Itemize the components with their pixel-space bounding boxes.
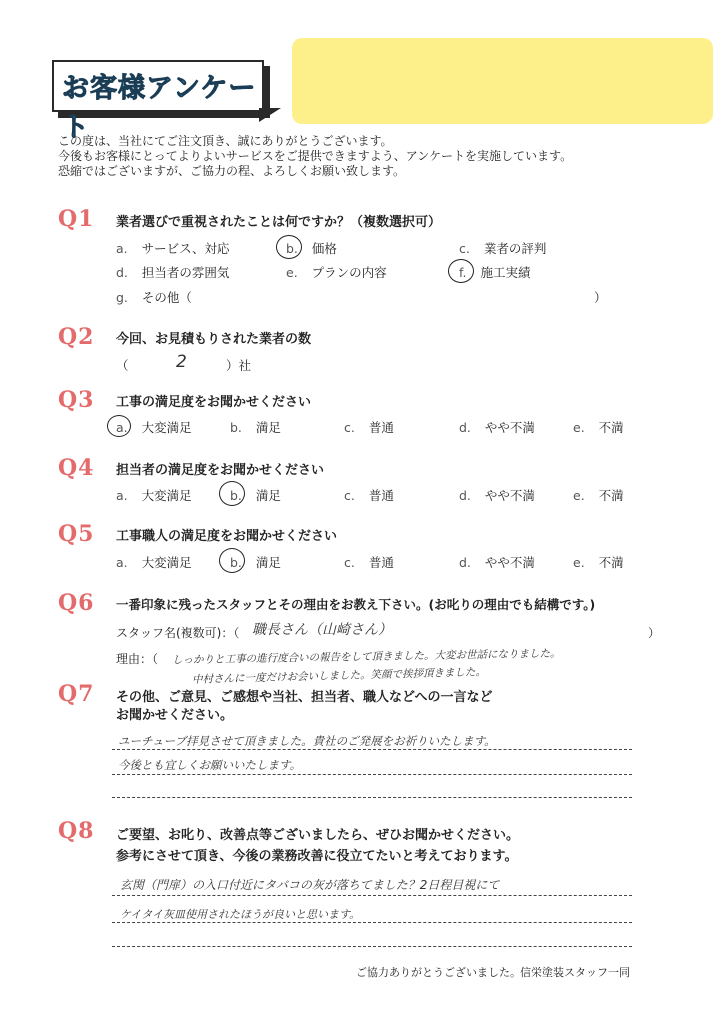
q2-open-paren: （ (116, 358, 129, 373)
q4-option-d[interactable]: d. やや不満 (459, 488, 535, 503)
answer-line (112, 922, 632, 923)
q1-option-a[interactable]: a. サービス、対応 (116, 241, 230, 256)
selection-circle (107, 415, 131, 437)
answer-line (112, 774, 632, 775)
q8-title-2: 参考にさせて頂き、今後の業務改善に役立てたいと考えております。 (116, 849, 518, 864)
q8-title-1: ご要望、お叱り、改善点等ございましたら、ぜひお聞かせください。 (116, 828, 520, 843)
q1-title: 業者選びで重視されたことは何ですか？（複数選択可） (116, 215, 442, 230)
q3-option-b[interactable]: b. 満足 (230, 420, 281, 435)
q2-close-label: ）社 (226, 358, 252, 373)
answer-line (112, 895, 632, 896)
q8-answer-2[interactable]: ケイタイ灰皿使用されたほうが良いと思います。 (120, 908, 361, 921)
q2-answer[interactable]: 2 (176, 352, 187, 372)
footer-thanks: ご協力ありがとうございました。 (356, 966, 521, 979)
intro-line: この度は、当社にてご注文頂き、誠にありがとうございます。 (58, 134, 393, 148)
q1-option-c[interactable]: c. 業者の評判 (459, 241, 547, 256)
q1-option-b[interactable]: b. 価格 (286, 241, 337, 256)
q3-number: Q3 (58, 387, 95, 413)
q6-number: Q6 (58, 590, 95, 616)
q6-staff-label: スタッフ名(複数可)：（ (116, 626, 240, 640)
q1-option-g[interactable]: g. その他（ (116, 290, 192, 305)
intro-text (58, 134, 572, 179)
q2-title: 今回、お見積もりされた業者の数 (116, 332, 312, 347)
q4-option-e[interactable]: e. 不満 (573, 488, 624, 503)
title-banner (52, 60, 264, 143)
selection-circle (219, 548, 245, 573)
q8-answer-1[interactable]: 玄関（門扉）の入口付近にタバコの灰が落ちてました？2日程目視にて (120, 878, 500, 892)
q1-option-f[interactable]: f. 施工実績 (459, 265, 531, 280)
q7-answer-1[interactable]: ユーチューブ拝見させて頂きました。貴社のご発展をお祈りいたします。 (118, 734, 496, 748)
q5-option-e[interactable]: e. 不満 (573, 555, 624, 570)
speech-tail (259, 108, 281, 122)
q4-option-c[interactable]: c. 普通 (344, 488, 394, 503)
q1-option-d[interactable]: d. 担当者の雰囲気 (116, 265, 230, 280)
q6-staff-close: ） (648, 626, 661, 640)
q3-option-d[interactable]: d. やや不満 (459, 420, 535, 435)
yellow-highlight-note (292, 38, 713, 124)
q5-title: 工事職人の満足度をお聞かせください (116, 529, 338, 544)
q3-title: 工事の満足度をお聞かせください (116, 395, 312, 410)
q5-option-c[interactable]: c. 普通 (344, 555, 394, 570)
q4-option-b[interactable]: b. 満足 (230, 488, 281, 503)
intro-line: 今後もお客様にとってよりよいサービスをご提供できますよう、アンケートを実施しています。 (58, 149, 573, 163)
q6-staff-answer[interactable]: 職長さん（山崎さん） (252, 622, 392, 638)
q7-title-1: その他、ご意見、ご感想や当社、担当者、職人などへの一言など (116, 690, 493, 705)
page-title: お客様アンケート (62, 73, 257, 143)
q6-reason-answer-2[interactable]: 中村さんに一度だけお会いしました。笑顔で挨拶頂きました。 (191, 666, 487, 686)
q7-title-2: お聞かせください。 (116, 708, 234, 723)
selection-circle (219, 481, 245, 506)
q6-reason-label: 理由：（ (116, 652, 159, 666)
footer-company: 信栄塗装スタッフ一同 (520, 966, 630, 979)
q1-close-paren: ） (594, 290, 607, 305)
q1-option-e[interactable]: e. プランの内容 (286, 265, 387, 280)
answer-line (112, 946, 632, 947)
q3-option-c[interactable]: c. 普通 (344, 420, 394, 435)
q4-title: 担当者の満足度をお聞かせください (116, 463, 325, 478)
q5-number: Q5 (58, 521, 95, 547)
q7-answer-2[interactable]: 今後とも宜しくお願いいたします。 (118, 758, 302, 772)
q8-number: Q8 (58, 818, 95, 844)
q3-option-e[interactable]: e. 不満 (573, 420, 624, 435)
selection-circle (276, 235, 302, 259)
intro-line: 恐縮ではございますが、ご協力の程、よろしくお願い致します。 (58, 164, 406, 178)
q5-option-d[interactable]: d. やや不満 (459, 555, 535, 570)
q3-option-a[interactable]: a. 大変満足 (116, 420, 192, 435)
q1-number: Q1 (58, 206, 95, 232)
selection-circle (448, 259, 474, 283)
q2-number: Q2 (58, 324, 95, 350)
q5-option-b[interactable]: b. 満足 (230, 555, 281, 570)
q6-reason-answer-1[interactable]: しっかりと工事の進行度合いの報告をして頂きました。大変お世話になりました。 (171, 647, 561, 667)
q4-option-a[interactable]: a. 大変満足 (116, 488, 192, 503)
q4-number: Q4 (58, 455, 95, 481)
answer-line (112, 797, 632, 798)
q7-number: Q7 (58, 681, 95, 707)
q6-title: 一番印象に残ったスタッフとその理由をお教え下さい。(お叱りの理由でも結構です。) (116, 597, 596, 612)
q5-option-a[interactable]: a. 大変満足 (116, 555, 192, 570)
answer-line (112, 749, 632, 750)
